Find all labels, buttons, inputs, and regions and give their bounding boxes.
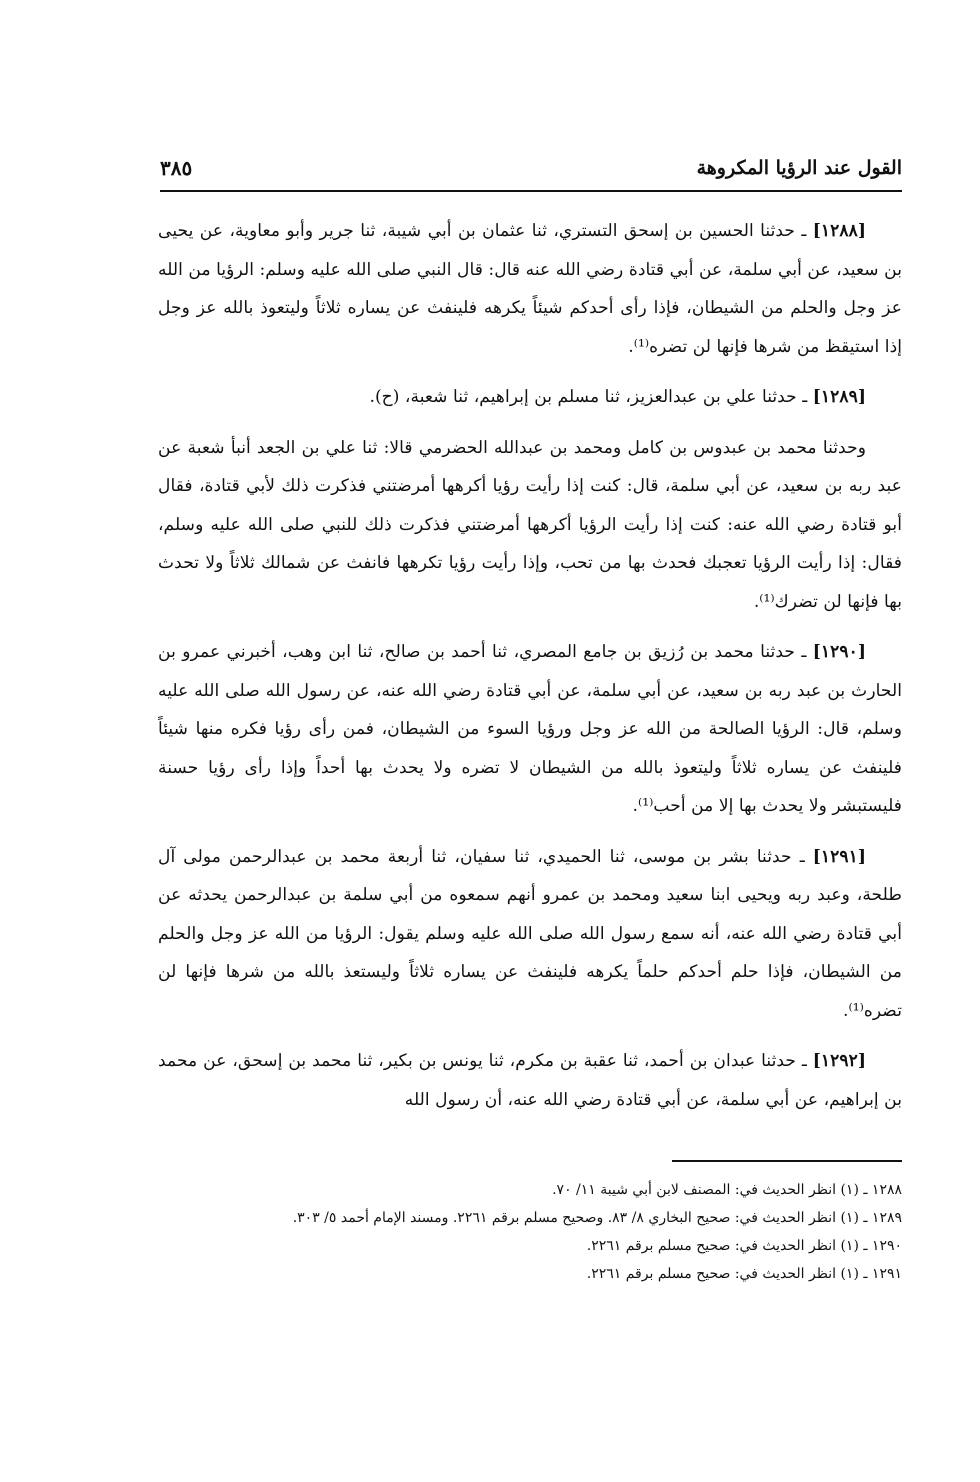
hadith-paragraph xyxy=(158,838,902,1031)
hadith-paragraph xyxy=(158,378,902,417)
footnotes xyxy=(158,1176,902,1288)
hadith-paragraph xyxy=(158,212,902,366)
footnote: ١٢٩١ ـ (١) انظر الحديث في: صحيح مسلم برقم ٢٢٦١. xyxy=(586,1266,902,1282)
hadith-text: ـ حدثنا بشر بن موسى، ثنا الحميدي، ثنا سفيان، ثنا أربعة محمد بن عبدالرحمن مولى آل طلحة، وعبد ربه ويحيى ابنا سعيد ومحمد بن عمرو أنهم سمعوه من أبي سلمة بن عبدالرحمن يحدثه عن أبي قتادة رضي الله عنه، أنه سمع رسول الله صلى الله عليه وسلم يقول: الرؤيا من الله عز وجل والحلم من الشيطان، فإذا حلم أحدكم حلماً يكرهه فلينفث عن يساره ثلاثاً وليستعذ بالله من شرها فإنها لن تضره⁽¹⁾. xyxy=(158,846,902,1021)
page-body xyxy=(158,212,902,1131)
page-number: ٣٨٥ xyxy=(160,156,193,180)
hadith-text: ـ حدثنا محمد بن رُزيق بن جامع المصري، ثنا أحمد بن صالح، ثنا ابن وهب، أخبرني عمرو بن الحارث بن عبد ربه بن سعيد، عن أبي سلمة، عن أبي قتادة رضي الله عنه، عن رسول الله صلى الله عليه وسلم، قال: الرؤيا الصالحة من الله عز وجل ورؤيا السوء من الشيطان، فمن رأى رؤيا فكره منها شيئاً فلينفث عن يساره ثلاثاً وليتعوذ بالله من الشيطان لا تضره ولا يحدث بها أحداً وإذا رأى رؤيا حسنة فليستبشر ولا يحدث بها إلا من أحب⁽¹⁾. xyxy=(158,642,902,816)
page-header xyxy=(160,150,902,192)
footnote: ١٢٨٨ ـ (١) انظر الحديث في: المصنف لابن أبي شيبة ١١/ ٧٠. xyxy=(552,1182,902,1198)
footnote-divider xyxy=(672,1160,902,1162)
hadith-text: وحدثنا محمد بن عبدوس بن كامل ومحمد بن عبدالله الحضرمي قالا: ثنا علي بن الجعد أنبأ شعبة عن عبد ربه بن سعيد، عن أبي سلمة، قال: كنت إذا رأيت رؤيا أكرهها أمرضتني فذكرت ذلك لأبي قتادة، فقال أبو قتادة رضي الله عنه: كنت إذا رأيت الرؤيا أكرهها أمرضتني فذكرت ذلك للنبي صلى الله عليه وسلم، فقال: إذا رأيت الرؤيا تعجبك فحدث بها من تحب، وإذا رأيت رؤيا تكرهها فانفث عن شمالك ثلاثاً ولا تحدث بها فإنها لن تضرك⁽¹⁾. xyxy=(158,437,902,612)
hadith-number: [١٢٨٩] xyxy=(812,387,866,407)
footnote: ١٢٩٠ ـ (١) انظر الحديث في: صحيح مسلم برقم ٢٢٦١. xyxy=(586,1238,902,1254)
hadith-number: [١٢٩١] xyxy=(812,846,866,867)
hadith-number: [١٢٩٠] xyxy=(812,642,866,662)
hadith-text: ـ حدثنا علي بن عبدالعزيز، ثنا مسلم بن إبراهيم، ثنا شعبة، (ح). xyxy=(369,387,813,407)
running-title: القول عند الرؤيا المكروهة xyxy=(696,157,902,179)
hadith-text: ـ حدثنا الحسين بن إسحق التستري، ثنا عثمان بن أبي شيبة، ثنا جرير وأبو معاوية، عن يحيى بن سعيد، عن أبي سلمة، عن أبي قتادة رضي الله عنه قال: قال النبي صلى الله عليه وسلم: الرؤيا من الله عز وجل والحلم من الشيطان، فإذا رأى أحدكم شيئاً يكرهه فلينفث عن يساره ثلاثاً وليتعوذ بالله عز وجل إذا استيقظ من شرها فإنها لن تضره⁽¹⁾. xyxy=(158,221,902,357)
hadith-paragraph xyxy=(158,1042,902,1119)
hadith-paragraph xyxy=(158,429,902,622)
hadith-paragraph xyxy=(158,633,902,826)
hadith-number: [١٢٨٨] xyxy=(812,221,866,241)
footnote: ١٢٨٩ ـ (١) انظر الحديث في: صحيح البخاري ٨/ ٨٣. وصحيح مسلم برقم ٢٢٦١. ومسند الإمام أحمد ٥/ ٣٠٣. xyxy=(292,1210,902,1226)
hadith-number: [١٢٩٢] xyxy=(812,1051,866,1071)
hadith-text: ـ حدثنا عبدان بن أحمد، ثنا عقبة بن مكرم، ثنا يونس بن بكير، ثنا محمد بن إسحق، عن محمد بن إبراهيم، عن أبي سلمة، عن أبي قتادة رضي الله عنه، أن رسول الله xyxy=(158,1051,902,1110)
